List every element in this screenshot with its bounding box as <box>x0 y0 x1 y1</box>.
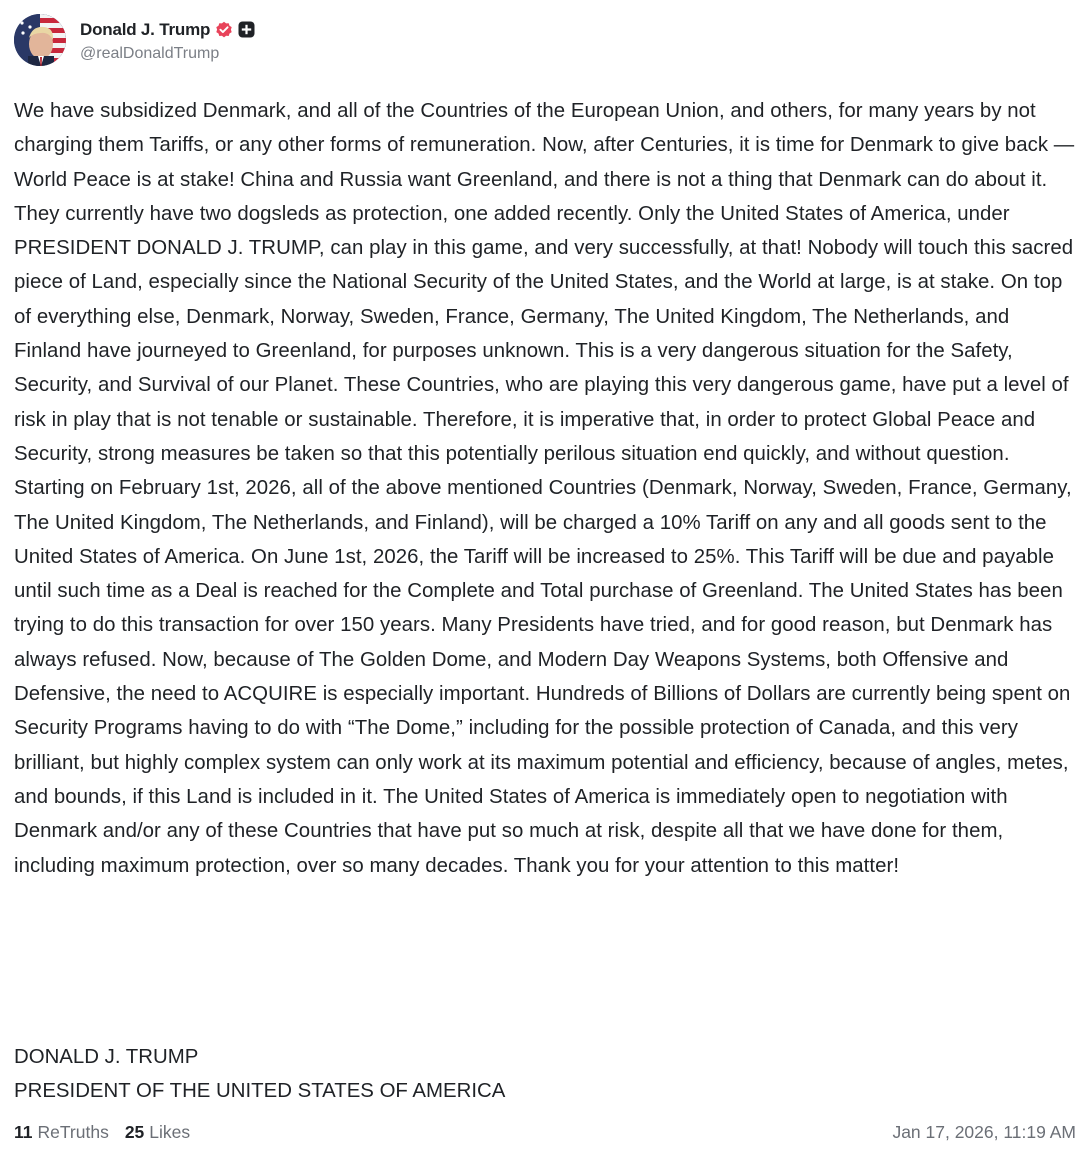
name-row <box>80 18 255 42</box>
likes-count: 25 <box>124 1121 145 1142</box>
post-signature <box>14 1040 1076 1109</box>
likes-label: Likes <box>149 1121 191 1142</box>
likes-stat[interactable] <box>125 1122 190 1143</box>
verified-badge-icon <box>215 21 233 39</box>
avatar-image <box>14 14 66 66</box>
signature-title: PRESIDENT OF THE UNITED STATES OF AMERICA <box>14 1080 506 1103</box>
post-body: We have subsidized Denmark, and all of the Countries of the European Union, and others, for many years by not charging them Tariffs, or any other forms of remuneration. Now, after Centuries, it is time for Denmark to give back — World Peace is at stake! China and Russia want Greenland, and there is not a thing that Denmark can do about it. They currently have two dogsleds as protection, one added recently. Only the United States of America, under PRESIDENT DONALD J. TRUMP, can play in this game, and very successfully, at that! Nobody will touch this sacred piece of Land, especially since the National Security of the United States, and the World at large, is at stake. On top of everything else, Denmark, Norway, Sweden, France, Germany, The United Kingdom, The Netherlands, and Finland have journeyed to Greenland, for purposes unknown. This is a very dangerous situation for the Safety, Security, and Survival of our Planet. These Countries, who are playing this very dangerous game, have put a level of risk in play that is not tenable or sustainable. Therefore, it is imperative that, in order to protect Global Peace and Security, strong measures be taken so that this potentially perilous situation end quickly, and without question. Starting on February 1st, 2026, all of the above mentioned Countries (Denmark, Norway, Sweden, France, Germany, The United Kingdom, The Netherlands, and Finland), will be charged a 10% Tariff on any and all goods sent to the United States of America. On June 1st, 2026, the Tariff will be increased to 25%. This Tariff will be due and payable until such time as a Deal is reached for the Complete and Total purchase of Greenland. The United States has been trying to do this transaction for over 150 years. Many Presidents have tried, and for good reason, but Denmark has always refused. Now, because of The Golden Dome, and Modern Day Weapons Systems, both Offensive and Defensive, the need to ACQUIRE is especially important. Hundreds of Billions of Dollars are currently being spent on Security Programs having to do with “The Dome,” including for the possible protection of Canada, and this very brilliant, but highly complex system can only work at its maximum potential and efficiency, because of angles, metes, and bounds, if this Land is included in it. The United States of America is immediately open to negotiation with Denmark and/or any of these Countries that have put so much at risk, despite all that we have done for them, including maximum protection, over so many decades. Thank you for your attention to this matter! <box>14 100 1075 877</box>
plus-square-icon[interactable] <box>238 21 255 38</box>
post-header <box>14 12 255 68</box>
retruths-stat[interactable] <box>14 1122 109 1143</box>
author-identity <box>80 18 255 63</box>
author-handle[interactable]: @realDonaldTrump <box>80 44 220 62</box>
author-display-name[interactable]: Donald J. Trump <box>80 19 211 39</box>
retruths-count: 11 <box>14 1121 33 1142</box>
signature-name: DONALD J. TRUMP <box>14 1046 199 1068</box>
avatar[interactable] <box>14 14 66 66</box>
retruths-label: ReTruths <box>37 1121 109 1142</box>
post-footer <box>14 1119 1076 1145</box>
post-timestamp[interactable]: Jan 17, 2026, 11:19 AM <box>892 1121 1076 1142</box>
